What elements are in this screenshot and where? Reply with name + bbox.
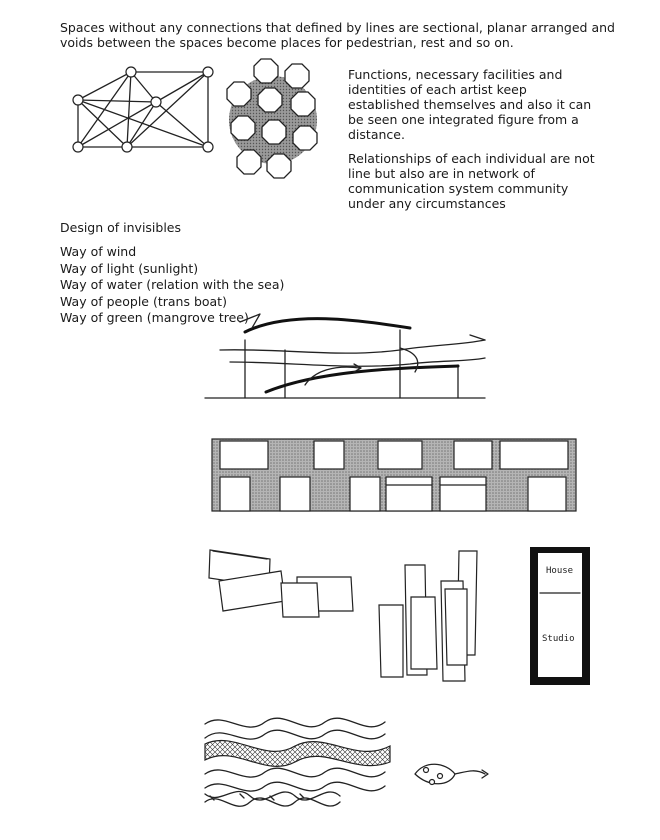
description-paragraph-2 (348, 151, 595, 211)
stacked-volumes-sketch (205, 545, 355, 625)
description-line: established themselves and also it can (348, 97, 592, 112)
invisibles-item: Way of wind (60, 244, 137, 259)
intro-line-1: Spaces without any connections that defined by lines are sectional, planar arranged and (60, 20, 615, 35)
octagon-unit (227, 82, 251, 106)
window (314, 441, 344, 469)
house-label: House (546, 566, 574, 576)
window (454, 441, 492, 469)
invisibles-item: Way of light (sunlight) (60, 260, 199, 276)
pattern-node (438, 774, 443, 779)
invisibles-heading: Design of invisibles (60, 220, 182, 235)
description-line: line but also are in network of (348, 166, 535, 181)
window (280, 477, 310, 511)
octagon-unit (231, 116, 255, 140)
invisibles-item: Way of people (trans boat) (60, 293, 227, 309)
intro-line-2: voids between the spaces become places for pedestrian, rest and so on. (60, 35, 514, 50)
window (220, 477, 250, 511)
window (500, 441, 568, 469)
invisibles-item: Way of water (relation with the sea) (60, 277, 285, 292)
vertical-volumes-sketch (375, 545, 495, 685)
window (350, 477, 380, 511)
octagon-unit (262, 120, 286, 144)
intro-text (60, 20, 615, 50)
description-paragraph-1 (348, 67, 595, 142)
wave-pattern-sketch (200, 712, 500, 832)
description-line: Functions, necessary facilities and (348, 67, 563, 82)
window (386, 477, 432, 511)
network-node (73, 142, 83, 152)
description-line: communication system community (348, 181, 569, 196)
window (528, 477, 566, 511)
octagon-unit (293, 126, 317, 150)
octagon-unit (258, 88, 282, 112)
description-line: be seen one integrated figure from a (348, 112, 579, 127)
pattern-node (424, 768, 429, 773)
pattern-node (430, 780, 435, 785)
octagon-unit (254, 59, 278, 83)
network-node (203, 142, 213, 152)
network-node (126, 67, 136, 77)
network-node (203, 67, 213, 77)
octagon-unit (285, 64, 309, 88)
window (378, 441, 422, 469)
studio-label: Studio (542, 634, 575, 644)
description-line: Relationships of each individual are not (348, 151, 595, 166)
window (220, 441, 268, 469)
description-line: under any circumstances (348, 196, 506, 211)
section-sketch (200, 310, 490, 405)
network-node (122, 142, 132, 152)
elevation-sketch (210, 435, 580, 520)
description-line: identities of each artist keep (348, 82, 527, 97)
octagon-unit (237, 150, 261, 174)
network-node (73, 95, 83, 105)
window (440, 477, 486, 511)
network-node (151, 97, 161, 107)
house-studio-section (528, 545, 593, 690)
description-column (348, 67, 595, 220)
invisibles-item: Way of green (mangrove tree) (60, 310, 249, 325)
octagon-unit (267, 154, 291, 178)
network-diagram (70, 62, 220, 157)
octagon-unit (291, 92, 315, 116)
description-line: distance. (348, 127, 405, 142)
octagon-cluster-diagram (225, 58, 325, 188)
network-edges (78, 72, 208, 147)
